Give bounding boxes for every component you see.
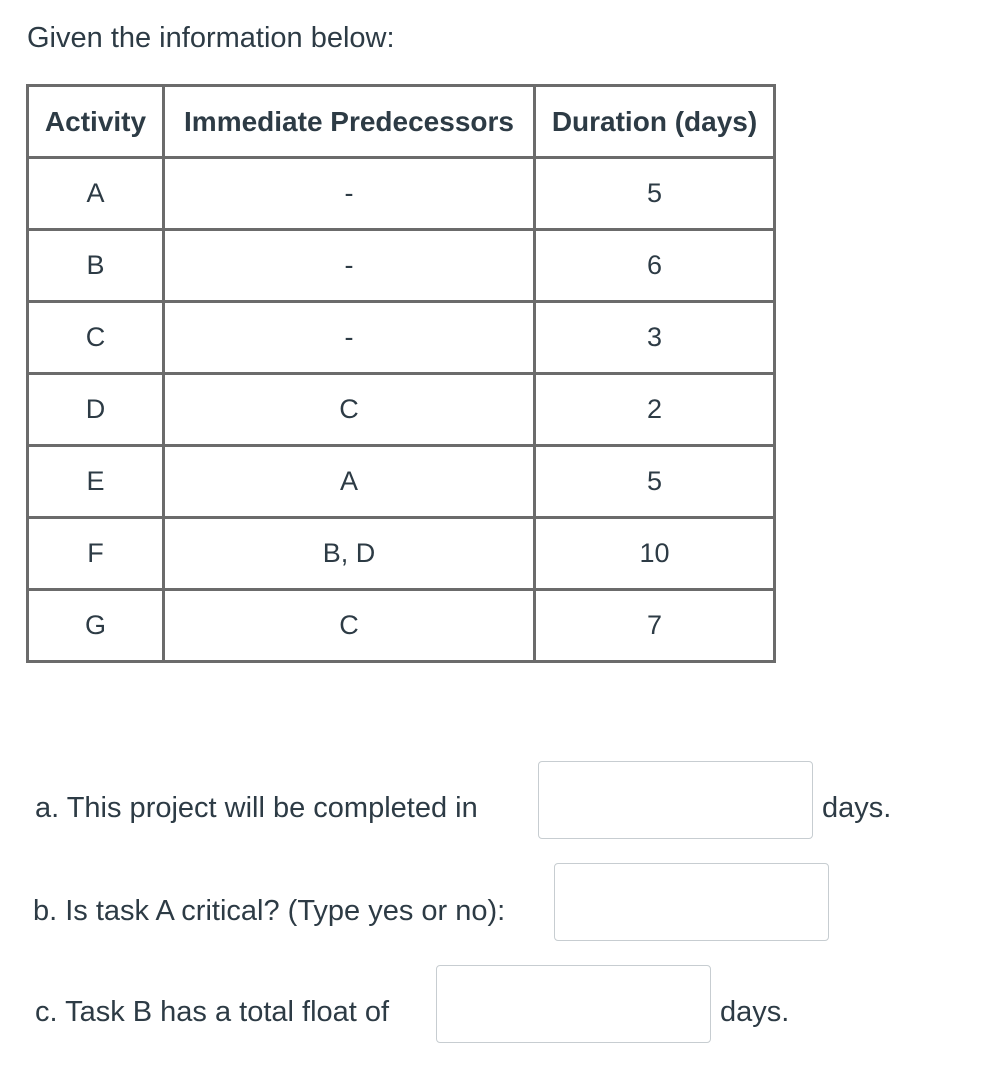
- cell-activity: F: [27, 517, 163, 589]
- cell-activity: D: [27, 373, 163, 445]
- question-c-unit: days.: [720, 996, 790, 1028]
- intro-text: Given the information below:: [27, 22, 395, 54]
- activity-table: [26, 84, 776, 663]
- cell-duration: 3: [534, 301, 774, 373]
- table-row: [27, 229, 774, 301]
- question-c-label: c. Task B has a total float of: [35, 996, 390, 1028]
- question-c-answer-input[interactable]: [436, 965, 711, 1043]
- cell-activity: G: [27, 589, 163, 661]
- question-b-answer-input[interactable]: [554, 863, 829, 941]
- table-header-row: [27, 85, 774, 157]
- table-row: [27, 589, 774, 661]
- cell-predecessors: -: [163, 301, 534, 373]
- cell-activity: B: [27, 229, 163, 301]
- cell-duration: 5: [534, 157, 774, 229]
- cell-predecessors: C: [163, 373, 534, 445]
- cell-duration: 10: [534, 517, 774, 589]
- header-activity: Activity: [27, 85, 163, 157]
- question-b-label: b. Is task A critical? (Type yes or no):: [33, 895, 506, 927]
- cell-predecessors: B, D: [163, 517, 534, 589]
- cell-predecessors: A: [163, 445, 534, 517]
- question-a-unit: days.: [822, 792, 892, 824]
- table-row: [27, 157, 774, 229]
- question-a-answer-input[interactable]: [538, 761, 813, 839]
- cell-duration: 5: [534, 445, 774, 517]
- cell-activity: A: [27, 157, 163, 229]
- cell-predecessors: -: [163, 229, 534, 301]
- table-row: [27, 301, 774, 373]
- cell-activity: C: [27, 301, 163, 373]
- question-a-label: a. This project will be completed in: [35, 792, 478, 824]
- header-duration: Duration (days): [534, 85, 774, 157]
- header-predecessors: Immediate Predecessors: [163, 85, 534, 157]
- cell-duration: 6: [534, 229, 774, 301]
- table-row: [27, 445, 774, 517]
- table-row: [27, 517, 774, 589]
- cell-predecessors: C: [163, 589, 534, 661]
- cell-duration: 7: [534, 589, 774, 661]
- cell-duration: 2: [534, 373, 774, 445]
- cell-predecessors: -: [163, 157, 534, 229]
- cell-activity: E: [27, 445, 163, 517]
- table-row: [27, 373, 774, 445]
